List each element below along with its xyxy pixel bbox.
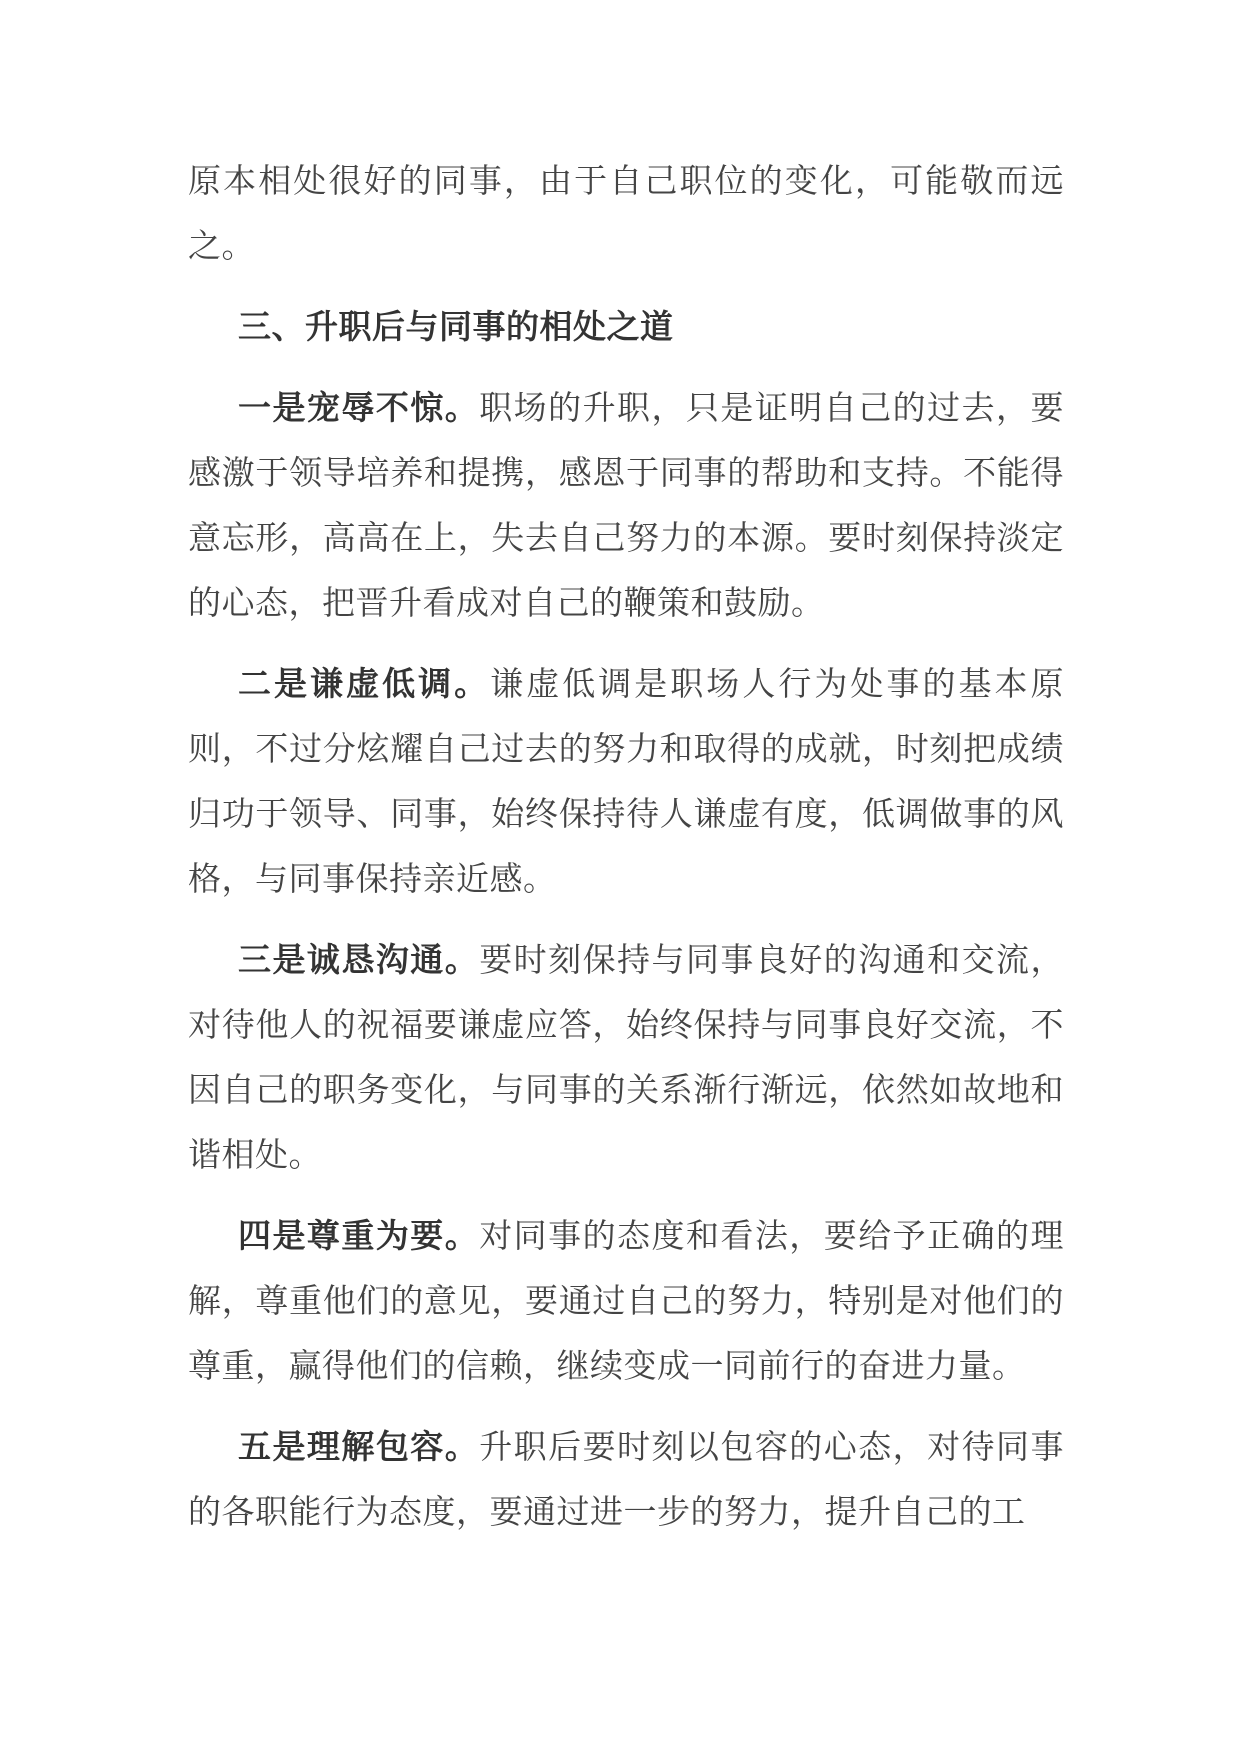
point-lead: 五是理解包容。 (238, 1427, 480, 1466)
point-lead: 三是诚恳沟通。 (238, 940, 480, 979)
point-paragraph-5 (188, 1414, 1064, 1544)
point-paragraph-4 (188, 1203, 1064, 1398)
point-text: 谦虚低调是职场人行为处事的基本原则，不过分炫耀自己过去的努力和取得的成就，时刻把成绩归功于领导、同事，始终保持待人谦虚有度，低调做事的风格，与同事保持亲近感。 (188, 664, 1065, 898)
document-page (188, 148, 1064, 1560)
intro-paragraph: 原本相处很好的同事，由于自己职位的变化，可能敬而远之。 (188, 161, 1064, 265)
point-text: 要时刻保持与同事良好的沟通和交流，对待他人的祝福要谦虚应答，始终保持与同事良好交流，不因自己的职务变化，与同事的关系渐行渐远，依然如故地和谐相处。 (188, 940, 1065, 1174)
point-lead: 二是谦虚低调。 (238, 664, 491, 703)
point-paragraph-3 (188, 927, 1064, 1187)
point-lead: 四是尊重为要。 (238, 1216, 480, 1255)
point-text: 职场的升职，只是证明自己的过去，要感激于领导培养和提携，感恩于同事的帮助和支持。不能得意忘形，高高在上，失去自己努力的本源。要时刻保持淡定的心态，把晋升看成对自己的鞭策和鼓励。 (188, 388, 1065, 622)
section-heading: 三、升职后与同事的相处之道 (238, 307, 674, 346)
point-paragraph-1 (188, 375, 1064, 635)
point-text: 升职后要时刻以包容的心态，对待同事的各职能行为态度，要通过进一步的努力，提升自己的工 (188, 1427, 1065, 1531)
point-paragraph-2 (188, 651, 1064, 911)
point-lead: 一是宠辱不惊。 (238, 388, 480, 427)
point-text: 对同事的态度和看法，要给予正确的理解，尊重他们的意见，要通过自己的努力，特别是对他们的尊重，赢得他们的信赖，继续变成一同前行的奋进力量。 (188, 1216, 1065, 1385)
